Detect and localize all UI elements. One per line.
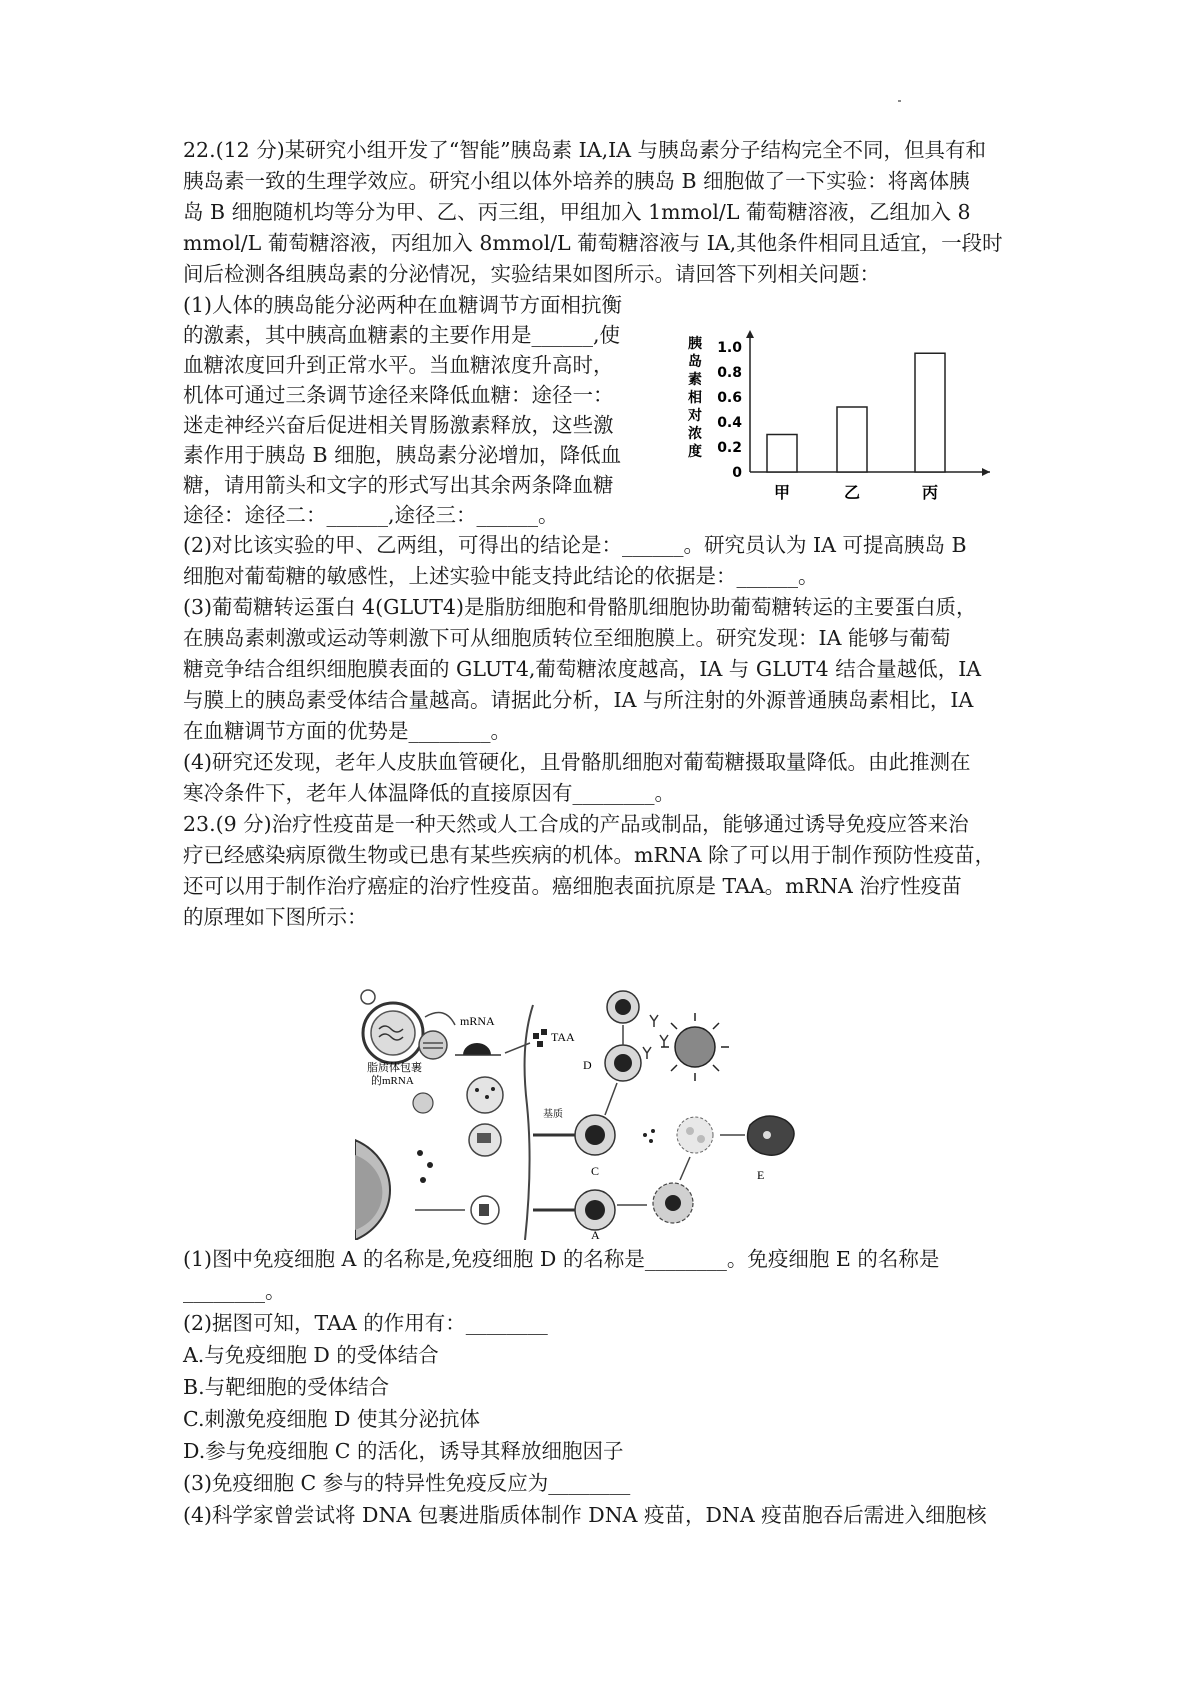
label-a: A (591, 1228, 600, 1240)
chart-bar (915, 353, 945, 472)
text-line: 细胞对葡萄糖的敏感性，上述实验中能支持此结论的依据是：______。 (183, 564, 819, 588)
text-line: 间后检测各组胰岛素的分泌情况，实验结果如图所示。请回答下列相关问题： (183, 262, 880, 286)
text-line: 在胰岛素刺激或运动等刺激下可从细胞质转位至细胞膜上。研究发现：IA 能够与葡萄 (183, 626, 951, 650)
text-line: mmol/L 葡萄糖溶液，丙组加入 8mmol/L 葡萄糖溶液与 IA,其他条件相同且适宜，一段时 (183, 231, 1003, 255)
text-line: 血糖浓度回升到正常水平。当血糖浓度升高时， (183, 353, 614, 377)
chart-ylabel-char: 度 (688, 444, 702, 460)
antibody-icon (643, 1015, 668, 1059)
target-cell-lysis-icon (653, 1117, 713, 1223)
arrow-icon (505, 1043, 530, 1053)
chart-xtick-label: 丙 (921, 483, 939, 502)
option-b: B.与靶细胞的受体结合 (183, 1375, 390, 1399)
liposome-label: 的mRNA (371, 1075, 414, 1087)
text-line: 还可以用于制作治疗癌症的治疗性疫苗。癌细胞表面抗原是 TAA。mRNA 治疗性疫苗 (183, 874, 962, 898)
chart-svg (680, 322, 1010, 542)
scan-speck (898, 100, 901, 102)
chart-ylabel-char: 浓 (688, 426, 702, 442)
text-line: (3)免疫细胞 C 参与的特异性免疫反应为________ (183, 1471, 631, 1495)
taa-label: TAA (551, 1030, 575, 1044)
chart-ytick-label: 0.8 (717, 365, 742, 381)
chart-xtick-label: 乙 (843, 483, 861, 502)
text-line: (1)人体的胰岛能分泌两种在血糖调节方面相抗衡 (183, 293, 623, 317)
chart-xticks (774, 483, 938, 502)
text-line: (4)研究还发现，老年人皮肤血管硬化，且骨骼肌细胞对葡萄糖摄取量降低。由此推测在 (183, 750, 971, 774)
chart-y-arrow (746, 330, 754, 338)
mrna-label: mRNA (460, 1014, 495, 1028)
membrane-label: 基质 (543, 1109, 563, 1120)
text-line: (1)图中免疫细胞 A 的名称是,免疫细胞 D 的名称是________。免疫细胞 E 的名称是 (183, 1247, 940, 1271)
text-line: 的激素，其中胰高血糖素的主要作用是______,使 (183, 323, 621, 347)
text-line: 迷走神经兴奋后促进相关胃肠激素释放，这些激 (183, 413, 614, 437)
text-line: 寒冷条件下，老年人体温降低的直接原因有________。 (183, 781, 675, 805)
text-line: 素作用于胰岛 B 细胞，胰岛素分泌增加，降低血 (183, 443, 622, 467)
option-d: D.参与免疫细胞 C 的活化，诱导其释放细胞因子 (183, 1439, 624, 1463)
text-line: 岛 B 细胞随机均等分为甲、乙、丙三组，甲组加入 1mmol/L 葡萄糖溶液，乙组加入 8 (183, 200, 971, 224)
chart-bar (837, 407, 867, 472)
chart-ytick-label: 0.2 (717, 440, 742, 456)
chart-bar (767, 435, 797, 473)
chart-bars (767, 353, 945, 472)
chart-yticks (717, 340, 742, 481)
option-c: C.刺激免疫细胞 D 使其分泌抗体 (183, 1407, 480, 1431)
insulin-bar-chart (680, 322, 1010, 542)
figure-svg (355, 985, 825, 1240)
label-d: D (583, 1058, 592, 1072)
nucleus-icon (355, 1140, 390, 1240)
immune-cell-c (575, 1115, 615, 1155)
text-line: 在血糖调节方面的优势是________。 (183, 719, 511, 743)
text-line: 疗已经感染病原微生物或已患有某些疾病的机体。mRNA 除了可以用于制作预防性疫苗， (183, 843, 996, 867)
text-line: 胰岛素一致的生理学效应。研究小组以体外培养的胰岛 B 细胞做了一下实验：将离体胰 (183, 169, 970, 193)
text-line: 23.(9 分)治疗性疫苗是一种天然或人工合成的产品或制品，能够通过诱导免疫应答来治 (183, 812, 969, 836)
chart-ytick-label: 0.4 (717, 415, 742, 431)
chart-ylabel-char: 相 (688, 390, 702, 406)
chart-ylabel-char: 胰 (688, 336, 702, 352)
chart-ylabel-char: 岛 (688, 354, 702, 370)
text-line: (3)葡萄糖转运蛋白 4(GLUT4)是脂肪细胞和骨骼肌细胞协助葡萄糖转运的主要蛋白质， (183, 595, 977, 619)
vesicle-icon (467, 1077, 503, 1113)
mhc-connector (533, 1135, 577, 1210)
arrow-icon (425, 1013, 455, 1026)
cell-membrane (525, 1005, 533, 1240)
chart-ytick-label: 1.0 (717, 340, 742, 356)
text-line: 机体可通过三条调节途径来降低血糖：途径一： (183, 383, 614, 407)
text-line: (4)科学家曾尝试将 DNA 包裹进脂质体制作 DNA 疫苗，DNA 疫苗胞吞后需进入细胞核 (183, 1503, 987, 1527)
liposome-icon (361, 990, 423, 1063)
tumor-cell-icon (661, 1013, 729, 1081)
ribosome-icon (455, 1043, 501, 1055)
text-line: ________。 (183, 1279, 286, 1303)
chart-x-arrow (982, 468, 990, 476)
chart-ylabel-char: 素 (688, 372, 702, 388)
mrna-vaccine-figure (355, 985, 825, 1240)
label-c: C (591, 1164, 600, 1178)
text-line: 与膜上的胰岛素受体结合量越高。请据此分析，IA 与所注射的外源普通胰岛素相比，IA (183, 688, 974, 712)
label-e: E (757, 1168, 765, 1182)
liposome-label: 脂质体包裹 (367, 1062, 422, 1074)
immune-cell-a (575, 1190, 615, 1230)
option-a: A.与免疫细胞 D 的受体结合 (183, 1343, 439, 1367)
taa-antigen-icon (533, 1029, 547, 1047)
proteasome-icon (413, 1093, 433, 1113)
text-line: 的原理如下图所示： (183, 905, 368, 929)
chart-ylabel (687, 335, 703, 460)
text-line: (2)对比该实验的甲、乙两组，可得出的结论是：______。研究员认为 IA 可提高胰岛 B (183, 533, 967, 557)
text-line: 糖竞争结合组织细胞膜表面的 GLUT4,葡萄糖浓度越高，IA 与 GLUT4 结合量越低，IA (183, 657, 982, 681)
chart-ytick-label: 0.6 (717, 390, 742, 406)
endosome-icon (419, 1031, 447, 1059)
text-line: 22.(12 分)某研究小组开发了“智能”胰岛素 IA,IA 与胰岛素分子结构完全不同，但具有和 (183, 138, 987, 162)
chart-ytick-label: 0 (732, 465, 742, 481)
text-line: 糖，请用箭头和文字的形式写出其余两条降血糖 (183, 473, 614, 497)
text-line: 途径：途径二：______,途径三：______。 (183, 503, 559, 527)
immune-cell-e (748, 1116, 794, 1155)
chart-ylabel-char: 对 (688, 408, 702, 424)
text-line: (2)据图可知，TAA 的作用有：________ (183, 1311, 548, 1335)
chart-xtick-label: 甲 (773, 483, 791, 502)
